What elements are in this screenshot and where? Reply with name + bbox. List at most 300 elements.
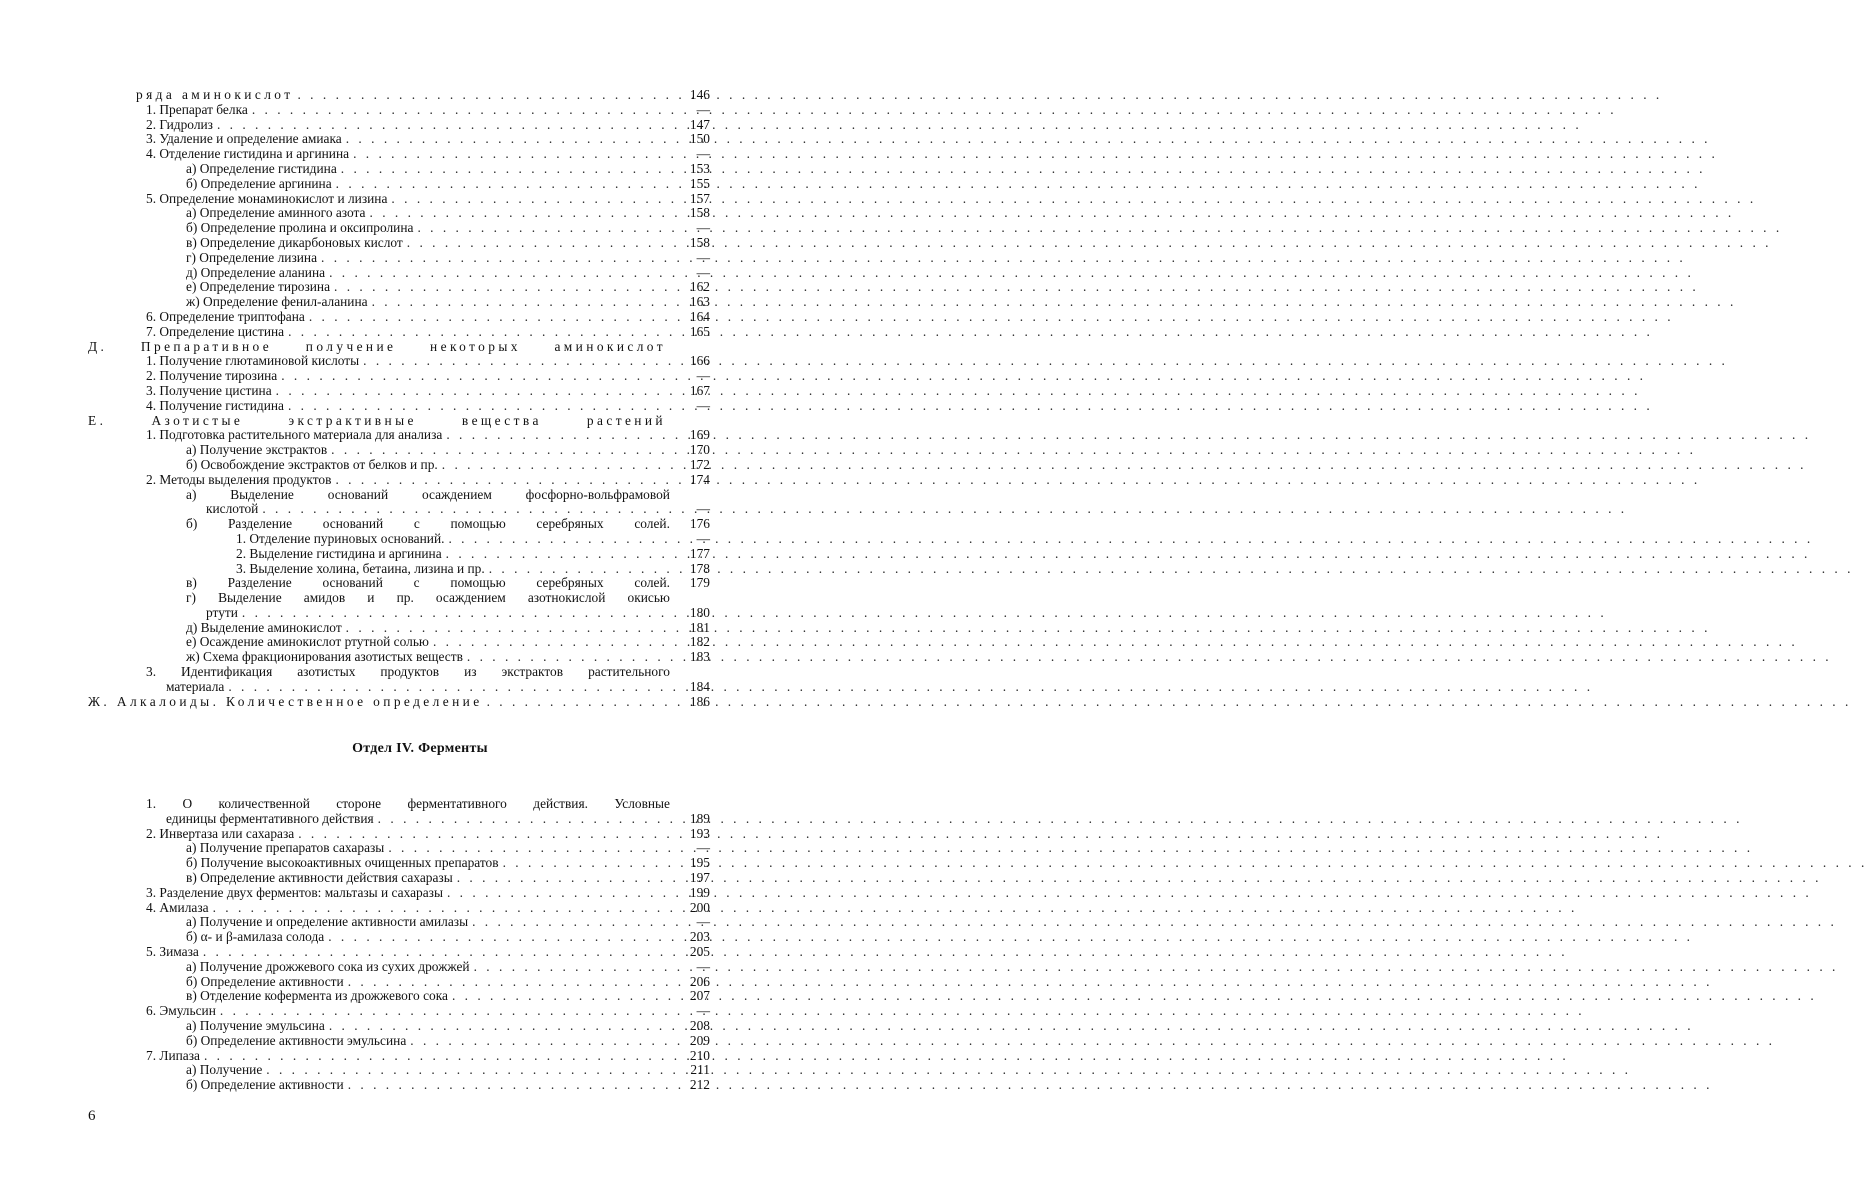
dot-leader <box>252 103 670 118</box>
toc-word: г) <box>186 590 196 606</box>
toc-page-number: — <box>696 249 710 265</box>
toc-word: а) <box>186 486 197 502</box>
toc-page-number: 174 <box>689 471 710 487</box>
toc-entry <box>186 871 670 886</box>
toc-word: Препаративное <box>140 338 273 354</box>
toc-line <box>0 295 840 310</box>
toc-word: растительного <box>588 664 670 680</box>
toc-entry-title: 5. Зимаза <box>146 943 199 959</box>
toc-entry-title: а) Получение дрожжевого сока из сухих дрожжей <box>186 958 470 974</box>
toc-line <box>0 901 840 916</box>
toc-line <box>0 206 840 221</box>
dot-leader <box>417 221 670 236</box>
toc-entry-title: а) Определение гистидина <box>186 160 337 176</box>
toc-page-number: 193 <box>689 825 710 841</box>
toc-line <box>0 532 840 547</box>
toc-line <box>0 236 840 251</box>
table-of-contents-part-2 <box>0 797 840 1093</box>
dot-leader <box>370 206 671 221</box>
toc-entry <box>146 473 670 488</box>
toc-entry-title: б) Освобождение экстрактов от белков и пр. <box>186 456 438 472</box>
dot-leader <box>228 680 670 695</box>
dot-leader <box>391 192 670 207</box>
dot-leader <box>353 147 670 162</box>
toc-word: и <box>367 590 375 606</box>
toc-entry-title: 3. Разделение двух ферментов: мальтазы и сахаразы <box>146 884 443 900</box>
toc-entry <box>186 576 670 591</box>
toc-entry-title: д) Выделение аминокислот <box>186 619 342 635</box>
toc-page-number: 197 <box>689 869 710 885</box>
dot-leader <box>348 1078 670 1093</box>
toc-line <box>0 414 840 429</box>
toc-entry <box>146 1004 670 1019</box>
dot-leader <box>346 621 670 636</box>
toc-word: некоторых <box>430 338 521 354</box>
toc-page-number: 157 <box>689 190 710 206</box>
toc-entry <box>186 960 670 975</box>
toc-entry <box>236 532 670 547</box>
toc-entry <box>146 399 670 414</box>
toc-line <box>0 1078 840 1093</box>
toc-line <box>0 856 840 871</box>
toc-page-number <box>676 665 710 680</box>
toc-page-number: 203 <box>689 929 710 945</box>
toc-entry <box>186 591 670 606</box>
toc-entry <box>206 502 670 517</box>
toc-page-number: — <box>696 101 710 117</box>
toc-line <box>0 399 840 414</box>
table-of-contents-part-1 <box>0 88 840 709</box>
toc-entry-title <box>186 591 670 606</box>
toc-entry <box>186 206 670 221</box>
toc-page-number: 177 <box>689 545 710 561</box>
toc-word: Разделение <box>227 575 292 591</box>
toc-entry <box>186 162 670 177</box>
toc-entry-title <box>146 797 670 812</box>
toc-page-number: 180 <box>689 604 710 620</box>
toc-entry <box>146 132 670 147</box>
toc-entry-title: б) Определение пролина и оксипролина <box>186 220 414 236</box>
toc-page-number <box>676 797 710 812</box>
toc-entry-title: 6. Определение триптофана <box>146 308 305 324</box>
toc-entry <box>186 1063 670 1078</box>
toc-entry-title: 7. Определение цистина <box>146 323 285 339</box>
toc-entry <box>186 517 670 532</box>
toc-entry-title: 1. Препарат белка <box>146 101 248 117</box>
toc-entry-title: б) Определение активности <box>186 1077 344 1093</box>
toc-entry <box>186 930 670 945</box>
toc-entry <box>186 856 670 871</box>
toc-entry <box>186 280 670 295</box>
dot-leader <box>204 1049 670 1064</box>
toc-line <box>0 473 840 488</box>
dot-leader <box>503 856 670 871</box>
toc-word: солей. <box>634 516 670 532</box>
toc-page-number: 211 <box>690 1062 710 1078</box>
toc-entry <box>186 236 670 251</box>
dot-leader <box>336 177 670 192</box>
toc-entry-title: 4. Отделение гистидина и аргинина <box>146 146 350 162</box>
toc-line <box>0 88 840 103</box>
toc-entry <box>146 325 670 340</box>
toc-word: в) <box>186 575 197 591</box>
dot-leader <box>388 841 670 856</box>
dot-leader <box>242 606 670 621</box>
toc-entry-title: а) Получение <box>186 1062 263 1078</box>
section-title: Отдел IV. Ферменты <box>352 741 488 756</box>
toc-page-number: 162 <box>689 279 710 295</box>
toc-page-number: 182 <box>689 634 710 650</box>
toc-page-number: 163 <box>689 294 710 310</box>
toc-word: Е. <box>88 412 107 428</box>
toc-line <box>0 251 840 266</box>
dot-leader <box>331 443 670 458</box>
dot-leader <box>329 266 670 281</box>
toc-line <box>0 812 840 827</box>
toc-entry-title: а) Получение препаратов сахаразы <box>186 840 385 856</box>
dot-leader <box>446 428 670 443</box>
toc-page-number: 166 <box>689 353 710 369</box>
toc-line <box>0 1019 840 1034</box>
toc-entry-title: в) Определение активности действия сахаразы <box>186 869 453 885</box>
toc-word: продуктов <box>380 664 440 680</box>
toc-word: окисью <box>627 590 670 606</box>
toc-entry-title: а) Получение экстрактов <box>186 442 328 458</box>
dot-leader <box>467 650 670 665</box>
toc-page-number: 209 <box>689 1032 710 1048</box>
dot-leader <box>220 1004 670 1019</box>
toc-entry <box>186 458 670 473</box>
toc-line <box>0 606 840 621</box>
toc-line <box>0 192 840 207</box>
toc-entry-title: 3. Удаление и определение амиака <box>146 131 342 147</box>
toc-line <box>0 517 840 532</box>
toc-entry <box>186 915 670 930</box>
toc-entry-title: Ж. Алкалоиды. Количественное определение <box>88 693 483 709</box>
toc-entry <box>186 443 670 458</box>
toc-entry-title: 2. Инвертаза или сахараза <box>146 825 295 841</box>
toc-entry-title: 7. Липаза <box>146 1047 200 1063</box>
toc-entry <box>186 650 670 665</box>
toc-page-number: 153 <box>689 160 710 176</box>
toc-line <box>0 695 840 710</box>
toc-page-number: 184 <box>689 678 710 694</box>
toc-page-number: 210 <box>689 1047 710 1063</box>
book-page <box>0 0 840 1191</box>
toc-entry <box>146 147 670 162</box>
toc-page-number: — <box>696 397 710 413</box>
toc-word: азотнокислой <box>527 590 606 606</box>
toc-entry-title <box>88 414 666 429</box>
toc-line <box>0 547 840 562</box>
toc-word: Разделение <box>227 516 293 532</box>
toc-line <box>0 340 840 355</box>
toc-entry <box>186 295 670 310</box>
toc-entry <box>146 384 670 399</box>
toc-entry-title: 2. Выделение гистидина и аргинина <box>236 545 442 561</box>
dot-leader <box>442 458 670 473</box>
toc-word: действия. <box>533 796 588 811</box>
toc-word: осаждением <box>435 590 506 606</box>
toc-page-number: — <box>696 368 710 384</box>
toc-line <box>0 650 840 665</box>
toc-page-number: — <box>696 220 710 236</box>
toc-entry <box>186 266 670 281</box>
dot-leader <box>281 369 670 384</box>
toc-entry <box>186 221 670 236</box>
toc-line <box>0 354 840 369</box>
toc-line <box>0 945 840 960</box>
toc-entry-title: б) Получение высокоактивных очищенных препаратов <box>186 855 499 871</box>
toc-line <box>0 325 840 340</box>
toc-entry-title: е) Осаждение аминокислот ртутной солью <box>186 634 429 650</box>
toc-entry-title: 3. Выделение холина, бетаина, лизина и пр. <box>236 560 485 576</box>
toc-page-number: 195 <box>689 855 710 871</box>
toc-page-number: 179 <box>689 575 710 591</box>
toc-entry <box>146 103 670 118</box>
toc-page-number: 212 <box>689 1077 710 1093</box>
toc-entry <box>88 340 666 355</box>
toc-entry-title: 3. Получение цистина <box>146 382 272 398</box>
toc-page-number: 181 <box>689 619 710 635</box>
toc-page-number: — <box>696 530 710 546</box>
toc-entry <box>136 88 666 103</box>
toc-page-number <box>676 591 710 606</box>
toc-entry <box>186 1019 670 1034</box>
toc-page-number: 146 <box>689 87 710 102</box>
toc-page-number: — <box>696 914 710 930</box>
toc-page-number: — <box>696 840 710 856</box>
toc-word: Условные <box>614 796 670 811</box>
toc-word: 1. <box>146 796 157 811</box>
toc-page-number: 167 <box>689 382 710 398</box>
toc-page-number: 158 <box>689 234 710 250</box>
toc-entry-title <box>88 340 666 355</box>
toc-entry <box>146 310 670 325</box>
toc-word: осаждением <box>421 486 492 502</box>
dot-leader <box>487 695 666 710</box>
dot-leader <box>309 310 670 325</box>
dot-leader <box>321 251 670 266</box>
toc-entry <box>146 428 670 443</box>
toc-entry <box>186 975 670 990</box>
toc-page-number: 164 <box>689 308 710 324</box>
toc-page-number <box>676 488 710 503</box>
toc-entry-title: 1. Получение глютаминовой кислоты <box>146 353 360 369</box>
dot-leader <box>452 989 670 1004</box>
toc-page-number: 205 <box>689 943 710 959</box>
toc-entry <box>88 695 666 710</box>
toc-page-number: 158 <box>689 205 710 221</box>
toc-line <box>0 871 840 886</box>
toc-entry <box>146 827 670 842</box>
toc-entry <box>146 192 670 207</box>
toc-line <box>0 443 840 458</box>
dot-leader <box>328 930 670 945</box>
toc-page-number: 155 <box>689 175 710 191</box>
toc-entry-title: 1. Подготовка растительного материала для анализа <box>146 427 443 443</box>
dot-leader <box>276 384 670 399</box>
toc-entry-title: 5. Определение монаминокислот и лизина <box>146 190 388 206</box>
toc-entry-title: 2. Методы выделения продуктов <box>146 471 332 487</box>
toc-word: Выделение <box>230 486 294 502</box>
dot-leader <box>457 871 670 886</box>
toc-page-number: 183 <box>689 649 710 665</box>
toc-entry-title: б) Определение активности эмульсина <box>186 1032 407 1048</box>
dot-leader <box>297 88 666 103</box>
toc-word: вещества <box>461 412 542 428</box>
toc-page-number: 147 <box>689 116 710 132</box>
toc-word: с <box>413 516 420 532</box>
toc-page-number: 178 <box>689 560 710 576</box>
toc-entry-title: ж) Определение фенил-аланина <box>186 294 368 310</box>
toc-entry-title <box>186 576 670 591</box>
dot-leader <box>346 132 670 147</box>
toc-word: экстрактов <box>501 664 564 680</box>
toc-entry-title: ртути <box>206 604 238 620</box>
toc-entry <box>186 1078 670 1093</box>
toc-line <box>0 1004 840 1019</box>
toc-entry-title: г) Определение лизина <box>186 249 318 265</box>
toc-entry-title: 2. Получение тирозина <box>146 368 278 384</box>
toc-line <box>0 797 840 812</box>
toc-page-number: 189 <box>689 810 710 826</box>
toc-line <box>0 428 840 443</box>
toc-page-number: 169 <box>689 427 710 443</box>
toc-page-number: 176 <box>689 516 710 532</box>
toc-entry <box>146 665 670 680</box>
toc-entry <box>166 812 670 827</box>
toc-line <box>0 147 840 162</box>
toc-entry <box>146 118 670 133</box>
toc-line <box>0 1049 840 1064</box>
dot-leader <box>298 827 670 842</box>
toc-entry <box>186 841 670 856</box>
toc-word: фосфорно-вольфрамовой <box>525 486 670 502</box>
toc-entry <box>146 1049 670 1064</box>
toc-page-number <box>676 340 710 355</box>
toc-entry <box>146 945 670 960</box>
dot-leader <box>407 236 670 251</box>
toc-line <box>0 975 840 990</box>
toc-entry-title <box>186 488 670 503</box>
toc-page-number: 170 <box>689 442 710 458</box>
toc-word: из <box>464 664 477 680</box>
dot-leader <box>363 354 670 369</box>
toc-entry-title: 4. Амилаза <box>146 899 209 915</box>
toc-page-number: 165 <box>689 323 710 339</box>
toc-entry-title: а) Определение аминного азота <box>186 205 366 221</box>
toc-line <box>0 576 840 591</box>
toc-word: амидов <box>303 590 346 606</box>
toc-line <box>0 621 840 636</box>
toc-entry-title: 2. Гидролиз <box>146 116 213 132</box>
dot-leader <box>446 547 670 562</box>
dot-leader <box>410 1034 670 1049</box>
dot-leader <box>266 1063 670 1078</box>
toc-entry <box>146 901 670 916</box>
dot-leader <box>372 295 670 310</box>
toc-word: оснований <box>327 486 389 502</box>
toc-page-number: 172 <box>689 456 710 472</box>
toc-word: Выделение <box>218 590 282 606</box>
toc-entry-title: ряда аминокислот <box>136 87 294 102</box>
toc-entry <box>206 606 670 621</box>
toc-entry <box>186 635 670 650</box>
toc-page-number: — <box>696 264 710 280</box>
dot-leader <box>288 325 670 340</box>
toc-line <box>0 665 840 680</box>
dot-leader <box>217 118 670 133</box>
dot-leader <box>348 975 670 990</box>
toc-entry-title: б) Определение аргинина <box>186 175 332 191</box>
toc-page-number: 186 <box>689 693 710 709</box>
toc-page-number: — <box>696 501 710 517</box>
toc-entry <box>186 621 670 636</box>
toc-line <box>0 369 840 384</box>
toc-entry <box>146 886 670 901</box>
dot-leader <box>213 901 670 916</box>
toc-word: серебряных <box>536 575 604 591</box>
toc-entry <box>166 680 670 695</box>
dot-leader <box>474 960 670 975</box>
toc-entry <box>186 989 670 1004</box>
toc-line <box>0 841 840 856</box>
toc-line <box>0 989 840 1004</box>
toc-word: оснований <box>322 516 384 532</box>
toc-line <box>0 1063 840 1078</box>
toc-line <box>0 960 840 975</box>
toc-word: пр. <box>396 590 414 606</box>
toc-word: Идентификация <box>181 664 273 680</box>
toc-entry-title: ж) Схема фракционирования азотистых веществ <box>186 649 463 665</box>
toc-line <box>0 458 840 473</box>
toc-page-number: 207 <box>689 988 710 1004</box>
toc-word: Д. <box>88 338 108 354</box>
toc-page-number: 150 <box>689 131 710 147</box>
toc-line <box>0 502 840 517</box>
toc-page-number: — <box>696 1003 710 1019</box>
dot-leader <box>203 945 670 960</box>
dot-leader <box>329 1019 670 1034</box>
toc-entry-title: б) Определение активности <box>186 973 344 989</box>
toc-entry <box>186 177 670 192</box>
toc-line <box>0 886 840 901</box>
toc-line <box>0 221 840 236</box>
toc-entry-title: 4. Получение гистидина <box>146 397 284 413</box>
toc-word: количественной <box>218 796 310 811</box>
toc-entry <box>88 414 666 429</box>
toc-line <box>0 384 840 399</box>
toc-word: 3. <box>146 664 157 680</box>
page-number: 6 <box>88 1108 96 1124</box>
toc-entry-title: д) Определение аланина <box>186 264 326 280</box>
dot-leader <box>341 162 670 177</box>
toc-line <box>0 310 840 325</box>
toc-page-number: 206 <box>689 973 710 989</box>
toc-entry-title: 1. Отделение пуриновых оснований. <box>236 530 445 546</box>
toc-word: растений <box>586 412 666 428</box>
toc-entry-title: б) α- и β-амилаза солода <box>186 929 325 945</box>
toc-line <box>0 266 840 281</box>
toc-entry-title: а) Получение и определение активности амилазы <box>186 914 469 930</box>
toc-line <box>0 177 840 192</box>
dot-leader <box>472 915 670 930</box>
toc-entry-title <box>186 517 670 532</box>
toc-line <box>0 915 840 930</box>
toc-word: Азотистые <box>151 412 244 428</box>
toc-entry-title: в) Отделение кофермента из дрожжевого сока <box>186 988 448 1004</box>
